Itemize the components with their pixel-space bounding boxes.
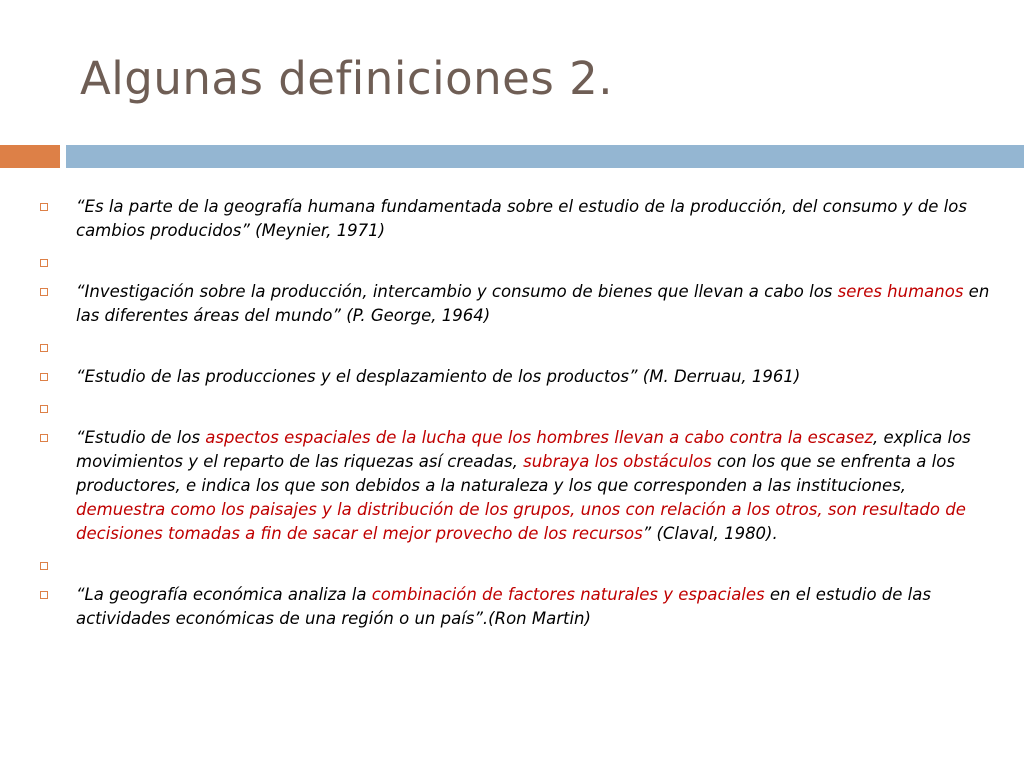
highlighted-text: subraya los obstáculos [523, 452, 712, 471]
bullet-item [40, 195, 1000, 243]
square-outline-icon [40, 259, 48, 267]
bullet-list [40, 195, 1000, 639]
bullet-text: “La geografía económica analiza la [76, 585, 372, 604]
bullet-text: , explica los movimientos y el reparto de las riquezas así creadas, [76, 428, 971, 471]
bullet-text: “Es la parte de la geografía humana fundamentada sobre el estudio de la producción, del consumo y de los cambios producidos” (Meynier, 1971) [76, 197, 967, 240]
bullet-text: “Estudio de las producciones y el desplazamiento de los productos” (M. Derruau, 1961) [76, 367, 801, 386]
highlighted-text: combinación de factores naturales y espaciales [371, 585, 765, 604]
bullet-text: “Estudio de los [76, 428, 206, 447]
bullet-item [40, 365, 1000, 389]
bullet-item [40, 336, 1000, 360]
slide-title: Algunas definiciones 2. [80, 52, 613, 105]
bullet-text: ” (Claval, 1980). [642, 524, 778, 543]
square-outline-icon [40, 344, 48, 352]
bullet-text: en el estudio de las actividades económicas de una región o un país”.(Ron Martin) [76, 585, 931, 628]
bullet-item [40, 280, 1000, 328]
header-bar [66, 145, 1024, 168]
bullet-item [40, 397, 1000, 421]
square-outline-icon [40, 373, 48, 381]
highlighted-text: demuestra como los paisajes y la distribución de los grupos, unos con relación a los otros, son resultado de decisiones tomadas a fin de sacar el mejor provecho de los recursos [76, 500, 966, 543]
highlighted-text: seres humanos [837, 282, 964, 301]
bullet-item [40, 554, 1000, 578]
bullet-text: “Investigación sobre la producción, intercambio y consumo de bienes que llevan a cabo los [76, 282, 838, 301]
bullet-item [40, 251, 1000, 275]
accent-bar [0, 145, 60, 168]
highlighted-text: aspectos espaciales de la lucha que los hombres llevan a cabo contra la escasez [205, 428, 874, 447]
square-outline-icon [40, 562, 48, 570]
square-outline-icon [40, 203, 48, 211]
square-outline-icon [40, 288, 48, 296]
bullet-item [40, 426, 1000, 546]
square-outline-icon [40, 434, 48, 442]
square-outline-icon [40, 591, 48, 599]
bullet-item [40, 583, 1000, 631]
bullet-text: en las diferentes áreas del mundo” (P. George, 1964) [76, 282, 990, 325]
square-outline-icon [40, 405, 48, 413]
bullet-text: con los que se enfrenta a los productores, e indica los que son debidos a la naturaleza y los que corresponden a las instituciones, [76, 452, 955, 495]
